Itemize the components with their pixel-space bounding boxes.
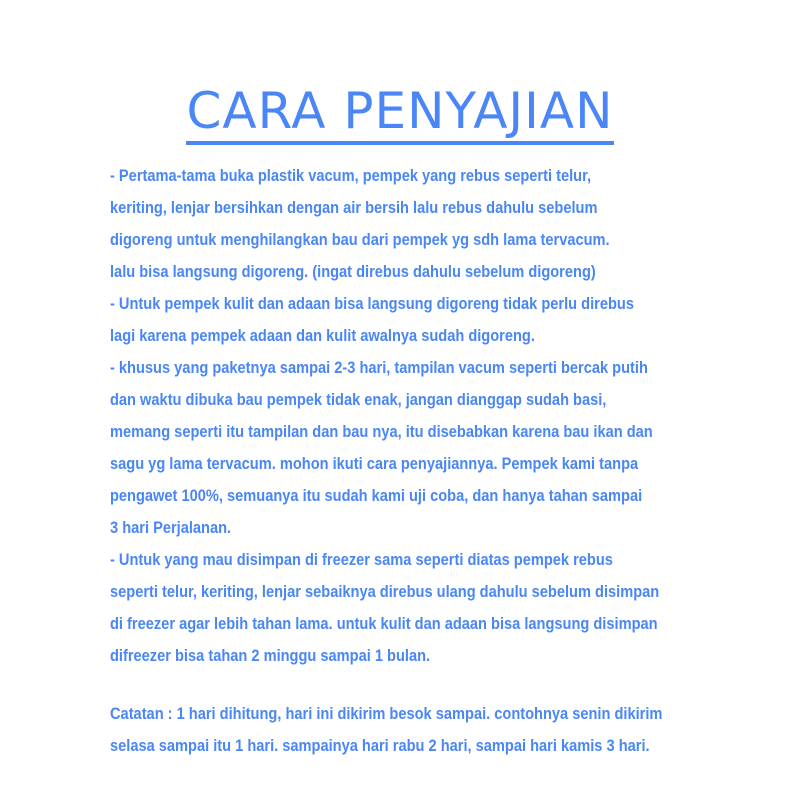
instructions-body xyxy=(110,160,663,762)
note-line: selasa sampai itu 1 hari. sampainya hari rabu 2 hari, sampai hari kamis 3 hari. xyxy=(110,736,650,755)
page-title-text: CARA PENYAJIAN xyxy=(186,82,613,145)
instruction-line: digoreng untuk menghilangkan bau dari pempek yg sdh lama tervacum. xyxy=(110,230,610,249)
instruction-line: - Untuk pempek kulit dan adaan bisa langsung digoreng tidak perlu direbus xyxy=(110,294,634,313)
instruction-line: - Untuk yang mau disimpan di freezer sama seperti diatas pempek rebus xyxy=(110,550,613,569)
instruction-line: di freezer agar lebih tahan lama. untuk kulit dan adaan bisa langsung disimpan xyxy=(110,614,658,633)
instruction-line: dan waktu dibuka bau pempek tidak enak, jangan dianggap sudah basi, xyxy=(110,390,607,409)
instruction-line: difreezer bisa tahan 2 minggu sampai 1 bulan. xyxy=(110,646,431,665)
instruction-line: sagu yg lama tervacum. mohon ikuti cara penyajiannya. Pempek kami tanpa xyxy=(110,454,639,473)
instruction-line: keriting, lenjar bersihkan dengan air bersih lalu rebus dahulu sebelum xyxy=(110,198,598,217)
instruction-line: - khusus yang paketnya sampai 2-3 hari, tampilan vacum seperti bercak putih xyxy=(110,358,648,377)
instruction-line: memang seperti itu tampilan dan bau nya, itu disebabkan karena bau ikan dan xyxy=(110,422,653,441)
instruction-line: seperti telur, keriting, lenjar sebaiknya direbus ulang dahulu sebelum disimpan xyxy=(110,582,660,601)
instruction-line: 3 hari Perjalanan. xyxy=(110,518,232,537)
instruction-line: lalu bisa langsung digoreng. (ingat direbus dahulu sebelum digoreng) xyxy=(110,262,596,281)
page-title xyxy=(0,80,800,142)
note-line: Catatan : 1 hari dihitung, hari ini dikirim besok sampai. contohnya senin dikirim xyxy=(110,704,663,723)
paragraph-gap xyxy=(110,672,626,698)
instruction-line: lagi karena pempek adaan dan kulit awalnya sudah digoreng. xyxy=(110,326,535,345)
instruction-line: pengawet 100%, semuanya itu sudah kami uji coba, dan hanya tahan sampai xyxy=(110,486,643,505)
instruction-line: - Pertama-tama buka plastik vacum, pempek yang rebus seperti telur, xyxy=(110,166,592,185)
